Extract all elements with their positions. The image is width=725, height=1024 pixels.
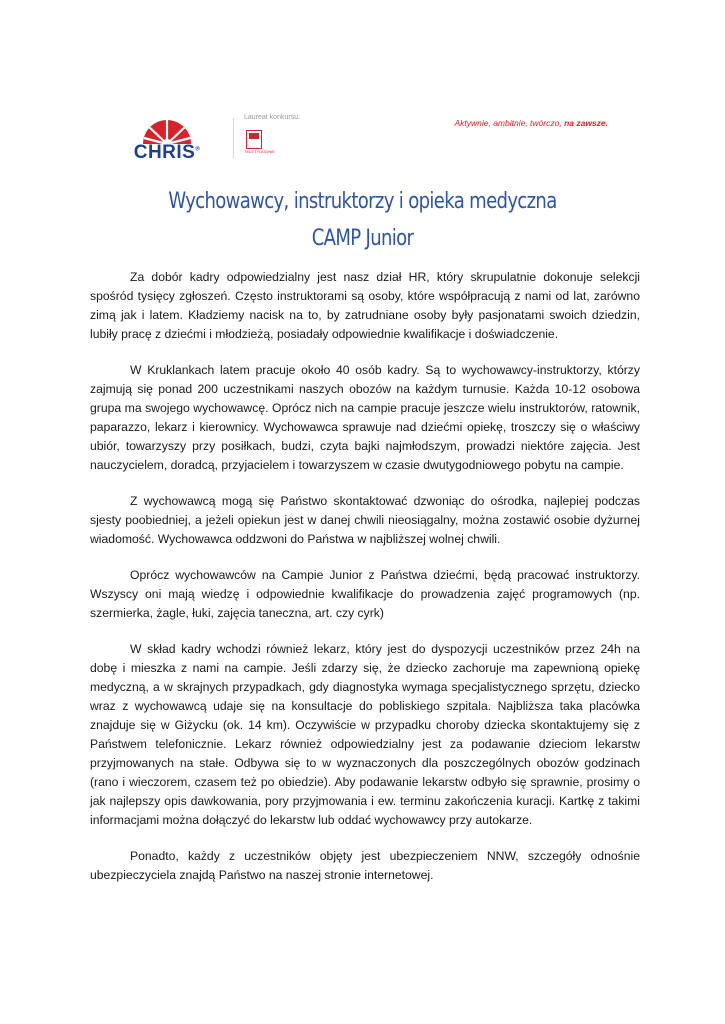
chris-logo — [117, 116, 217, 162]
slogan-main: Aktywnie, ambitnie, twórczo, — [454, 118, 562, 128]
title-line-2: CAMP Junior — [311, 226, 414, 251]
logo-wordmark — [117, 142, 217, 164]
slogan — [454, 118, 608, 128]
paragraph: Z wychowawcą mogą się Państwo skontaktować dzwoniąc do ośrodka, najlepiej podczas sjesty poobiedniej, a jeżeli opiekun jest w danej chwili nieosiągalny, można zostawić osobie dyżurnej wiadomość. Wychowawca oddzwoni do Państwa w najbliższej wolnej chwili. — [90, 494, 640, 546]
slogan-emphasis: na zawsze. — [564, 118, 608, 128]
paragraph: W skład kadry wchodzi również lekarz, który jest do dyspozycji uczestników przez 24h na dobę i mieszka z nami na campie. Jeśli zdarzy się, że dziecko zachoruje ma zapewnioną opiekę medyczną, a w skrajnych przypadkach, gdy diagnostyka wymaga specjalistycznego sprzętu, dziecko wraz z wychowawcą udaje się na konsultacje do pobliskiego szpitala. Najbliższa taka placówka znajduje się w Giżycku (ok. 14 km). Oczywiście w przypadku choroby dziecka skontaktujemy się z Państwem telefonicznie. Lekarz również odpowiedzialny jest za podawanie dzieciom lekarstw przyjmowanych na stałe. Odbywa się to w wyznaczonych dla poszczególnych obozów godzinach (rano i wieczorem, czasem też po obiedzie). Aby podawanie lekarstw odbyło się sprawnie, prosimy o jak najlepszy opis dawkowania, pory przyjmowania i ew. terminu zakończenia kuracji. Kartkę z takimi informacjami można dołączyć do lekarstw lub oddać wychowawcy przy autokarze. — [90, 642, 640, 827]
paragraph: Ponadto, każdy z uczestników objęty jest ubezpieczeniem NNW, szczegóły odnośnie ubezpieczyciela znajdą Państwo na naszej stronie internetowej. — [90, 849, 640, 882]
document-title — [65, 183, 660, 257]
document-body — [90, 268, 640, 902]
award-badge-caption: TELETYGODNIE — [244, 149, 275, 154]
paragraph: W Kruklankach latem pracuje około 40 osób kadry. Są to wychowawcy-instruktorzy, którzy zajmują się ponad 200 uczestnikami naszych obozów na każdym turnusie. Każda 10-12 osobowa grupa ma swojego wychowawcę. Oprócz nich na campie pracuje jeszcze wielu instruktorów, ratownik, paparazzo, lekarz i kierownicy. Wychowawca sprawuje nad dziećmi opiekę, troszczy się o właściwy ubiór, towarzyszy przy posiłkach, budzi, czyta bajki najmłodszym, prowadzi niektóre zajęcia. Jest nauczycielem, doradcą, przyjacielem i towarzyszem w czasie dwutygodniowego pobytu na campie. — [90, 363, 640, 472]
laureat-label: Laureat konkursu: — [244, 114, 301, 121]
paragraph: Za dobór kadry odpowiedzialny jest nasz dział HR, który skrupulatnie dokonuje selekcji spośród tysięcy zgłoszeń. Często instruktorami są osoby, które współpracują z nami od lat, zarówno zimą jak i latem. Kładziemy nacisk na to, by zatrudniane osoby były pasjonatami swoich dziedzin, lubiły pracę z dziećmi i młodzieżą, posiadały odpowiednie kwalifikacje i doświadczenie. — [90, 270, 640, 341]
registered-mark: ® — [195, 146, 201, 153]
header-divider — [233, 118, 234, 158]
title-line-1: Wychowawcy, instruktorzy i opieka medyczna — [168, 189, 557, 214]
letterhead — [0, 0, 725, 170]
paragraph: Oprócz wychowawców na Campie Junior z Państwa dziećmi, będą pracować instruktorzy. Wszyscy oni mają wiedzę i odpowiednie kwalifikacje do prowadzenia zajęć programowych (np. szermierka, żagle, łuki, zajęcia taneczna, art. czy cyrk) — [90, 568, 640, 620]
award-badge-icon — [246, 130, 262, 149]
logo-text: CHRIS — [133, 142, 196, 163]
